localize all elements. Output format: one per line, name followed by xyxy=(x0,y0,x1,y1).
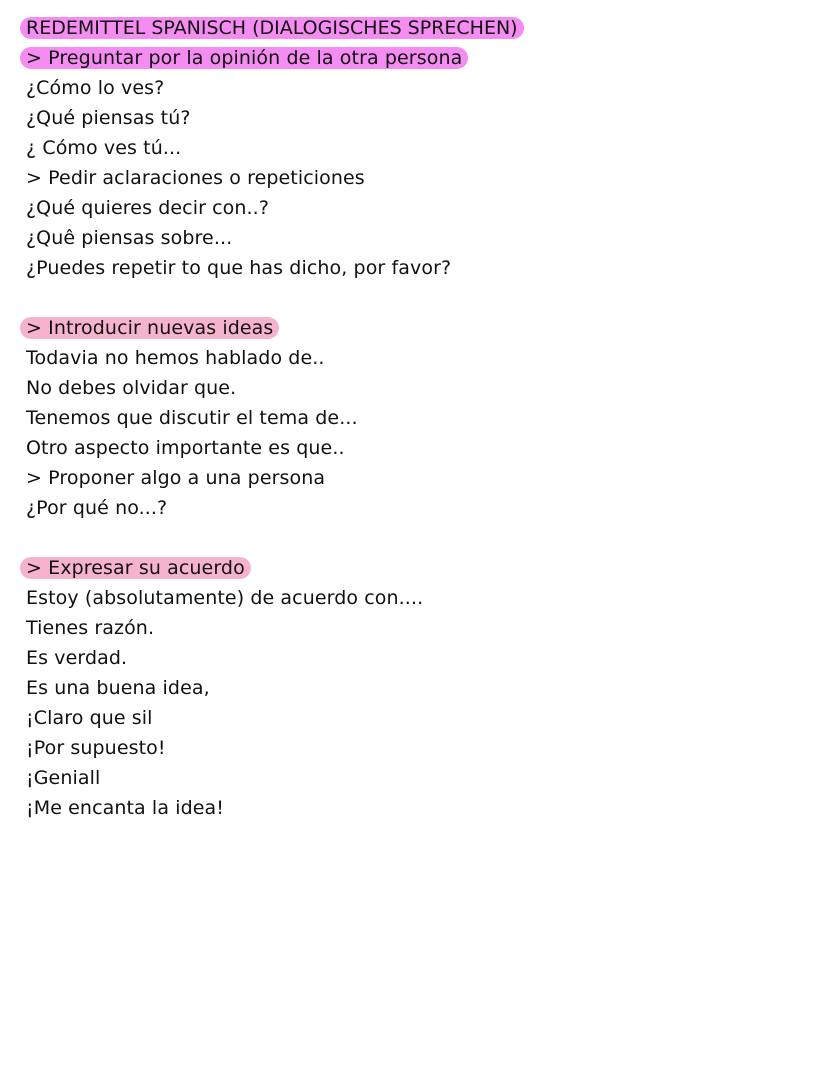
section-heading-propose: > Proponer algo a una persona xyxy=(26,467,326,489)
blank-line xyxy=(26,283,806,313)
title-line xyxy=(26,13,806,43)
phrase-line: Tienes razón. xyxy=(26,617,155,639)
phrase-line: Otro aspecto importante es que.. xyxy=(26,437,345,459)
blank-line xyxy=(26,523,806,553)
phrase-line: ¿Por qué no...? xyxy=(26,497,168,519)
phrase-line: Tenemos que discutir el tema de... xyxy=(26,407,358,429)
section-heading-agreement xyxy=(26,553,806,583)
phrase-line: ¡Me encanta la idea! xyxy=(26,797,224,819)
section-heading-text: > Expresar su acuerdo xyxy=(20,557,251,579)
phrase-line: ¿ Cómo ves tú... xyxy=(26,137,182,159)
phrase-line: Todavia no hemos hablado de.. xyxy=(26,347,325,369)
phrase-line: Estoy (absolutamente) de acuerdo con.... xyxy=(26,587,424,609)
phrase-line: ¿Qué piensas tú? xyxy=(26,107,191,129)
phrase-line: ¡Por supuesto! xyxy=(26,737,166,759)
section-heading-new-ideas xyxy=(26,313,806,343)
section-heading-opinion xyxy=(26,43,806,73)
phrase-line: ¡Claro que sil xyxy=(26,707,153,729)
phrase-line: ¿Cómo lo ves? xyxy=(26,77,165,99)
phrase-line: ¿Quê piensas sobre... xyxy=(26,227,233,249)
phrase-line: ¿Qué quieres decir con..? xyxy=(26,197,270,219)
section-heading-text: > Introducir nuevas ideas xyxy=(20,317,279,339)
phrase-line: ¿Puedes repetir to que has dicho, por favor? xyxy=(26,257,452,279)
document-page xyxy=(26,13,806,823)
page-title: REDEMITTEL SPANISCH (DIALOGISCHES SPRECHEN) xyxy=(20,17,524,39)
phrase-line: No debes olvidar que. xyxy=(26,377,237,399)
section-heading-clarification: > Pedir aclaraciones o repeticiones xyxy=(26,167,365,189)
section-heading-text: > Preguntar por la opinión de la otra persona xyxy=(20,47,468,69)
phrase-line: Es verdad. xyxy=(26,647,128,669)
phrase-line: ¡Geniall xyxy=(26,767,101,789)
phrase-line: Es una buena idea, xyxy=(26,677,210,699)
